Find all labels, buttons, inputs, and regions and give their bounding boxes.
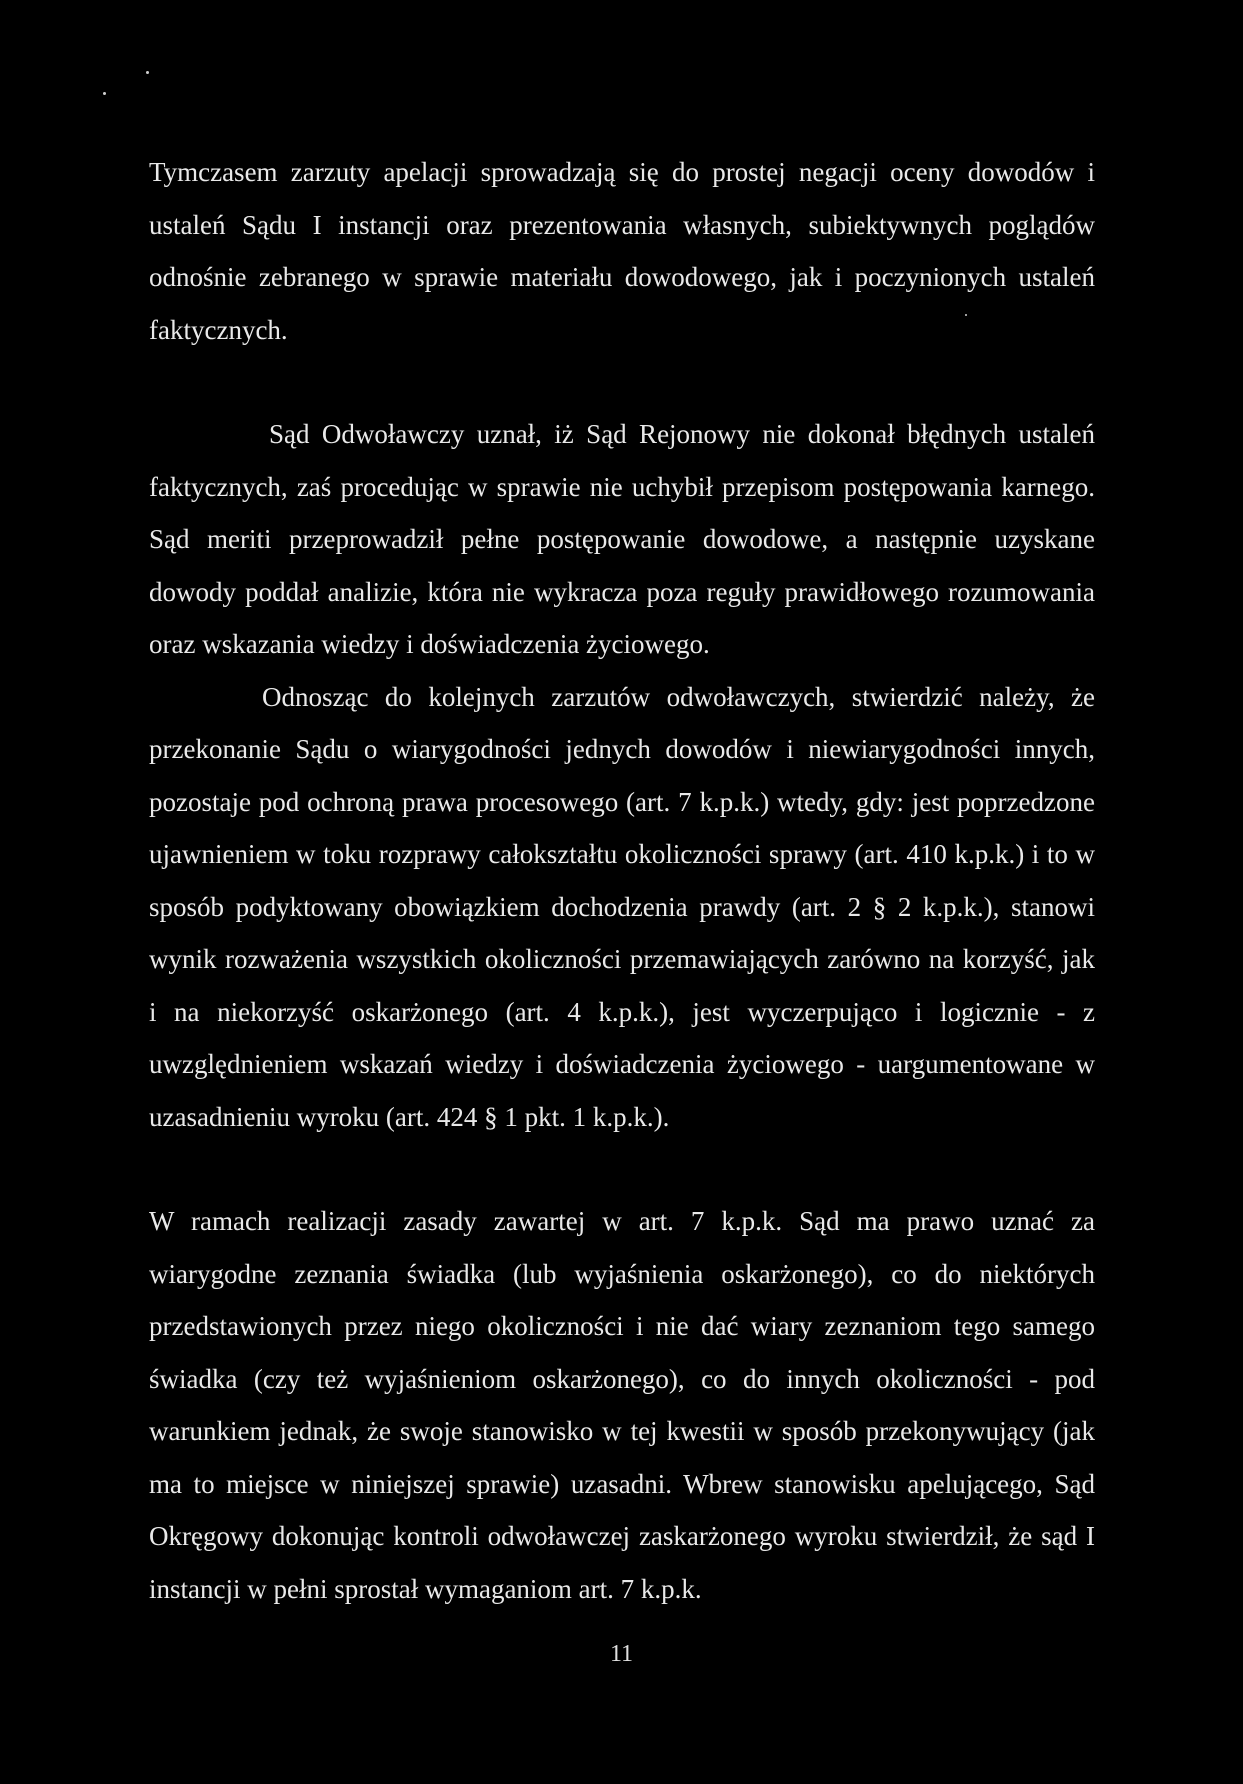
page-number: 11: [609, 1641, 634, 1667]
paragraph-2: Sąd Odwoławczy uznał, iż Sąd Rejonowy nie dokonał błędnych ustaleń faktycznych, zaś procedując w sprawie nie uchybił przepisom postępowania karnego. Sąd meriti przeprowadził pełne postępowanie dowodowe, a następnie uzyskane dowody poddał analizie, która nie wykracza poza reguły prawidłowego rozumowania oraz wskazania wiedzy i doświadczenia życiowego.: [149, 419, 1095, 659]
paragraph-1: Tymczasem zarzuty apelacji sprowadzają się do prostej negacji oceny dowodów i ustaleń Sądu I instancji oraz prezentowania własnych, subiektywnych poglądów odnośnie zebranego w sprawie materiału dowodowego, jak i poczynionych ustaleń faktycznych.: [149, 157, 1095, 345]
paragraph-3: Odnosząc do kolejnych zarzutów odwoławczych, stwierdzić należy, że przekonanie Sądu o wiarygodności jednych dowodów i niewiarygodności innych, pozostaje pod ochroną prawa procesowego (art. 7 k.p.k.) wtedy, gdy: jest poprzedzone ujawnieniem w toku rozprawy całokształtu okoliczności sprawy (art. 410 k.p.k.) i to w sposób podyktowany obowiązkiem dochodzenia prawdy (art. 2 § 2 k.p.k.), stanowi wynik rozważenia wszystkich okoliczności przemawiających zarówno na korzyść, jak i na niekorzyść oskarżonego (art. 4 k.p.k.), jest wyczerpująco i logicznie - z uwzględnieniem wskazań wiedzy i doświadczenia życiowego - uargumentowane w uzasadnieniu wyroku (art. 424 § 1 pkt. 1 k.p.k.).: [149, 681, 1095, 1132]
scan-speck: [103, 92, 106, 95]
paragraph-4: W ramach realizacji zasady zawartej w art. 7 k.p.k. Sąd ma prawo uznać za wiarygodne zeznania świadka (lub wyjaśnienia oskarżonego), co do niektórych przedstawionych przez niego okoliczności i nie dać wiary zeznaniom tego samego świadka (czy też wyjaśnieniom oskarżonego), co do innych okoliczności - pod warunkiem jednak, że swoje stanowisko w tej kwestii w sposób przekonywujący (jak ma to miejsce w niniejszej sprawie) uzasadni. Wbrew stanowisku apelującego, Sąd Okręgowy dokonując kontroli odwoławczej zaskarżonego wyroku stwierdził, że sąd I instancji w pełni sprostał wymaganiom art. 7 k.p.k.: [149, 1206, 1095, 1604]
document-body: [149, 146, 1095, 1615]
scan-speck: [146, 71, 149, 74]
